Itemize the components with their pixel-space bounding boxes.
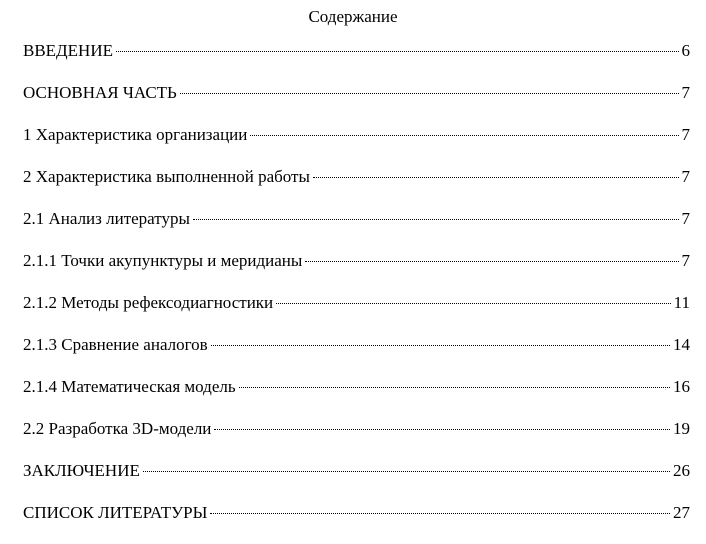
toc-entry-main-part[interactable] xyxy=(23,82,690,124)
toc-dot-leader xyxy=(193,219,679,220)
toc-entry-math-model[interactable] xyxy=(23,376,690,418)
toc-entry-text: ОСНОВНАЯ ЧАСТЬ xyxy=(23,83,177,102)
toc-entry-analog-comparison[interactable] xyxy=(23,334,690,376)
toc-entry-text: 2.2 Разработка 3D-модели xyxy=(23,419,212,438)
toc-page-number: 7 xyxy=(681,83,690,102)
toc-title: Содержание xyxy=(308,7,398,26)
toc-entry-text: ЗАКЛЮЧЕНИЕ xyxy=(23,461,140,480)
toc-entry-diagnostic-methods[interactable] xyxy=(23,292,690,334)
toc-page-number: 7 xyxy=(681,125,690,144)
toc-dot-leader xyxy=(180,93,679,94)
toc-dot-leader xyxy=(276,303,670,304)
toc-entry-text: СПИСОК ЛИТЕРАТУРЫ xyxy=(23,503,208,522)
toc-entry-references[interactable] xyxy=(23,502,690,544)
toc-entry-text: 2.1.2 Методы рефексодиагностики xyxy=(23,293,274,312)
toc-entry-3d-model[interactable] xyxy=(23,418,690,460)
toc-dot-leader xyxy=(305,261,678,262)
toc-dot-leader xyxy=(313,177,679,178)
toc-dot-leader xyxy=(210,513,670,514)
toc-dot-leader xyxy=(250,135,678,136)
toc-page-number: 11 xyxy=(673,293,690,312)
toc-page-number: 7 xyxy=(681,167,690,186)
table-of-contents xyxy=(23,40,690,544)
toc-entry-conclusion[interactable] xyxy=(23,460,690,502)
toc-dot-leader xyxy=(143,471,670,472)
toc-page-number: 26 xyxy=(673,461,690,480)
toc-entry-text: 2.1 Анализ литературы xyxy=(23,209,190,228)
toc-dot-leader xyxy=(116,51,679,52)
toc-page-number: 7 xyxy=(681,251,690,270)
toc-page-number: 6 xyxy=(681,41,690,60)
toc-entry-text: 1 Характеристика организации xyxy=(23,125,248,144)
toc-page-number: 16 xyxy=(673,377,690,396)
toc-page-number: 27 xyxy=(673,503,690,522)
toc-entry-organization[interactable] xyxy=(23,124,690,166)
toc-entry-work-description[interactable] xyxy=(23,166,690,208)
toc-entry-text: ВВЕДЕНИЕ xyxy=(23,41,113,60)
toc-entry-text: 2.1.3 Сравнение аналогов xyxy=(23,335,208,354)
toc-entry-acupuncture-points[interactable] xyxy=(23,250,690,292)
toc-entry-literature-analysis[interactable] xyxy=(23,208,690,250)
toc-entry-text: 2.1.1 Точки акупунктуры и меридианы xyxy=(23,251,303,270)
toc-entry-introduction[interactable] xyxy=(23,40,690,82)
toc-page-number: 7 xyxy=(681,209,690,228)
toc-entry-text: 2 Характеристика выполненной работы xyxy=(23,167,310,186)
toc-dot-leader xyxy=(239,387,670,388)
toc-page-number: 19 xyxy=(673,419,690,438)
toc-page-number: 14 xyxy=(673,335,690,354)
toc-entry-text: 2.1.4 Математическая модель xyxy=(23,377,236,396)
toc-dot-leader xyxy=(211,345,670,346)
toc-dot-leader xyxy=(214,429,670,430)
